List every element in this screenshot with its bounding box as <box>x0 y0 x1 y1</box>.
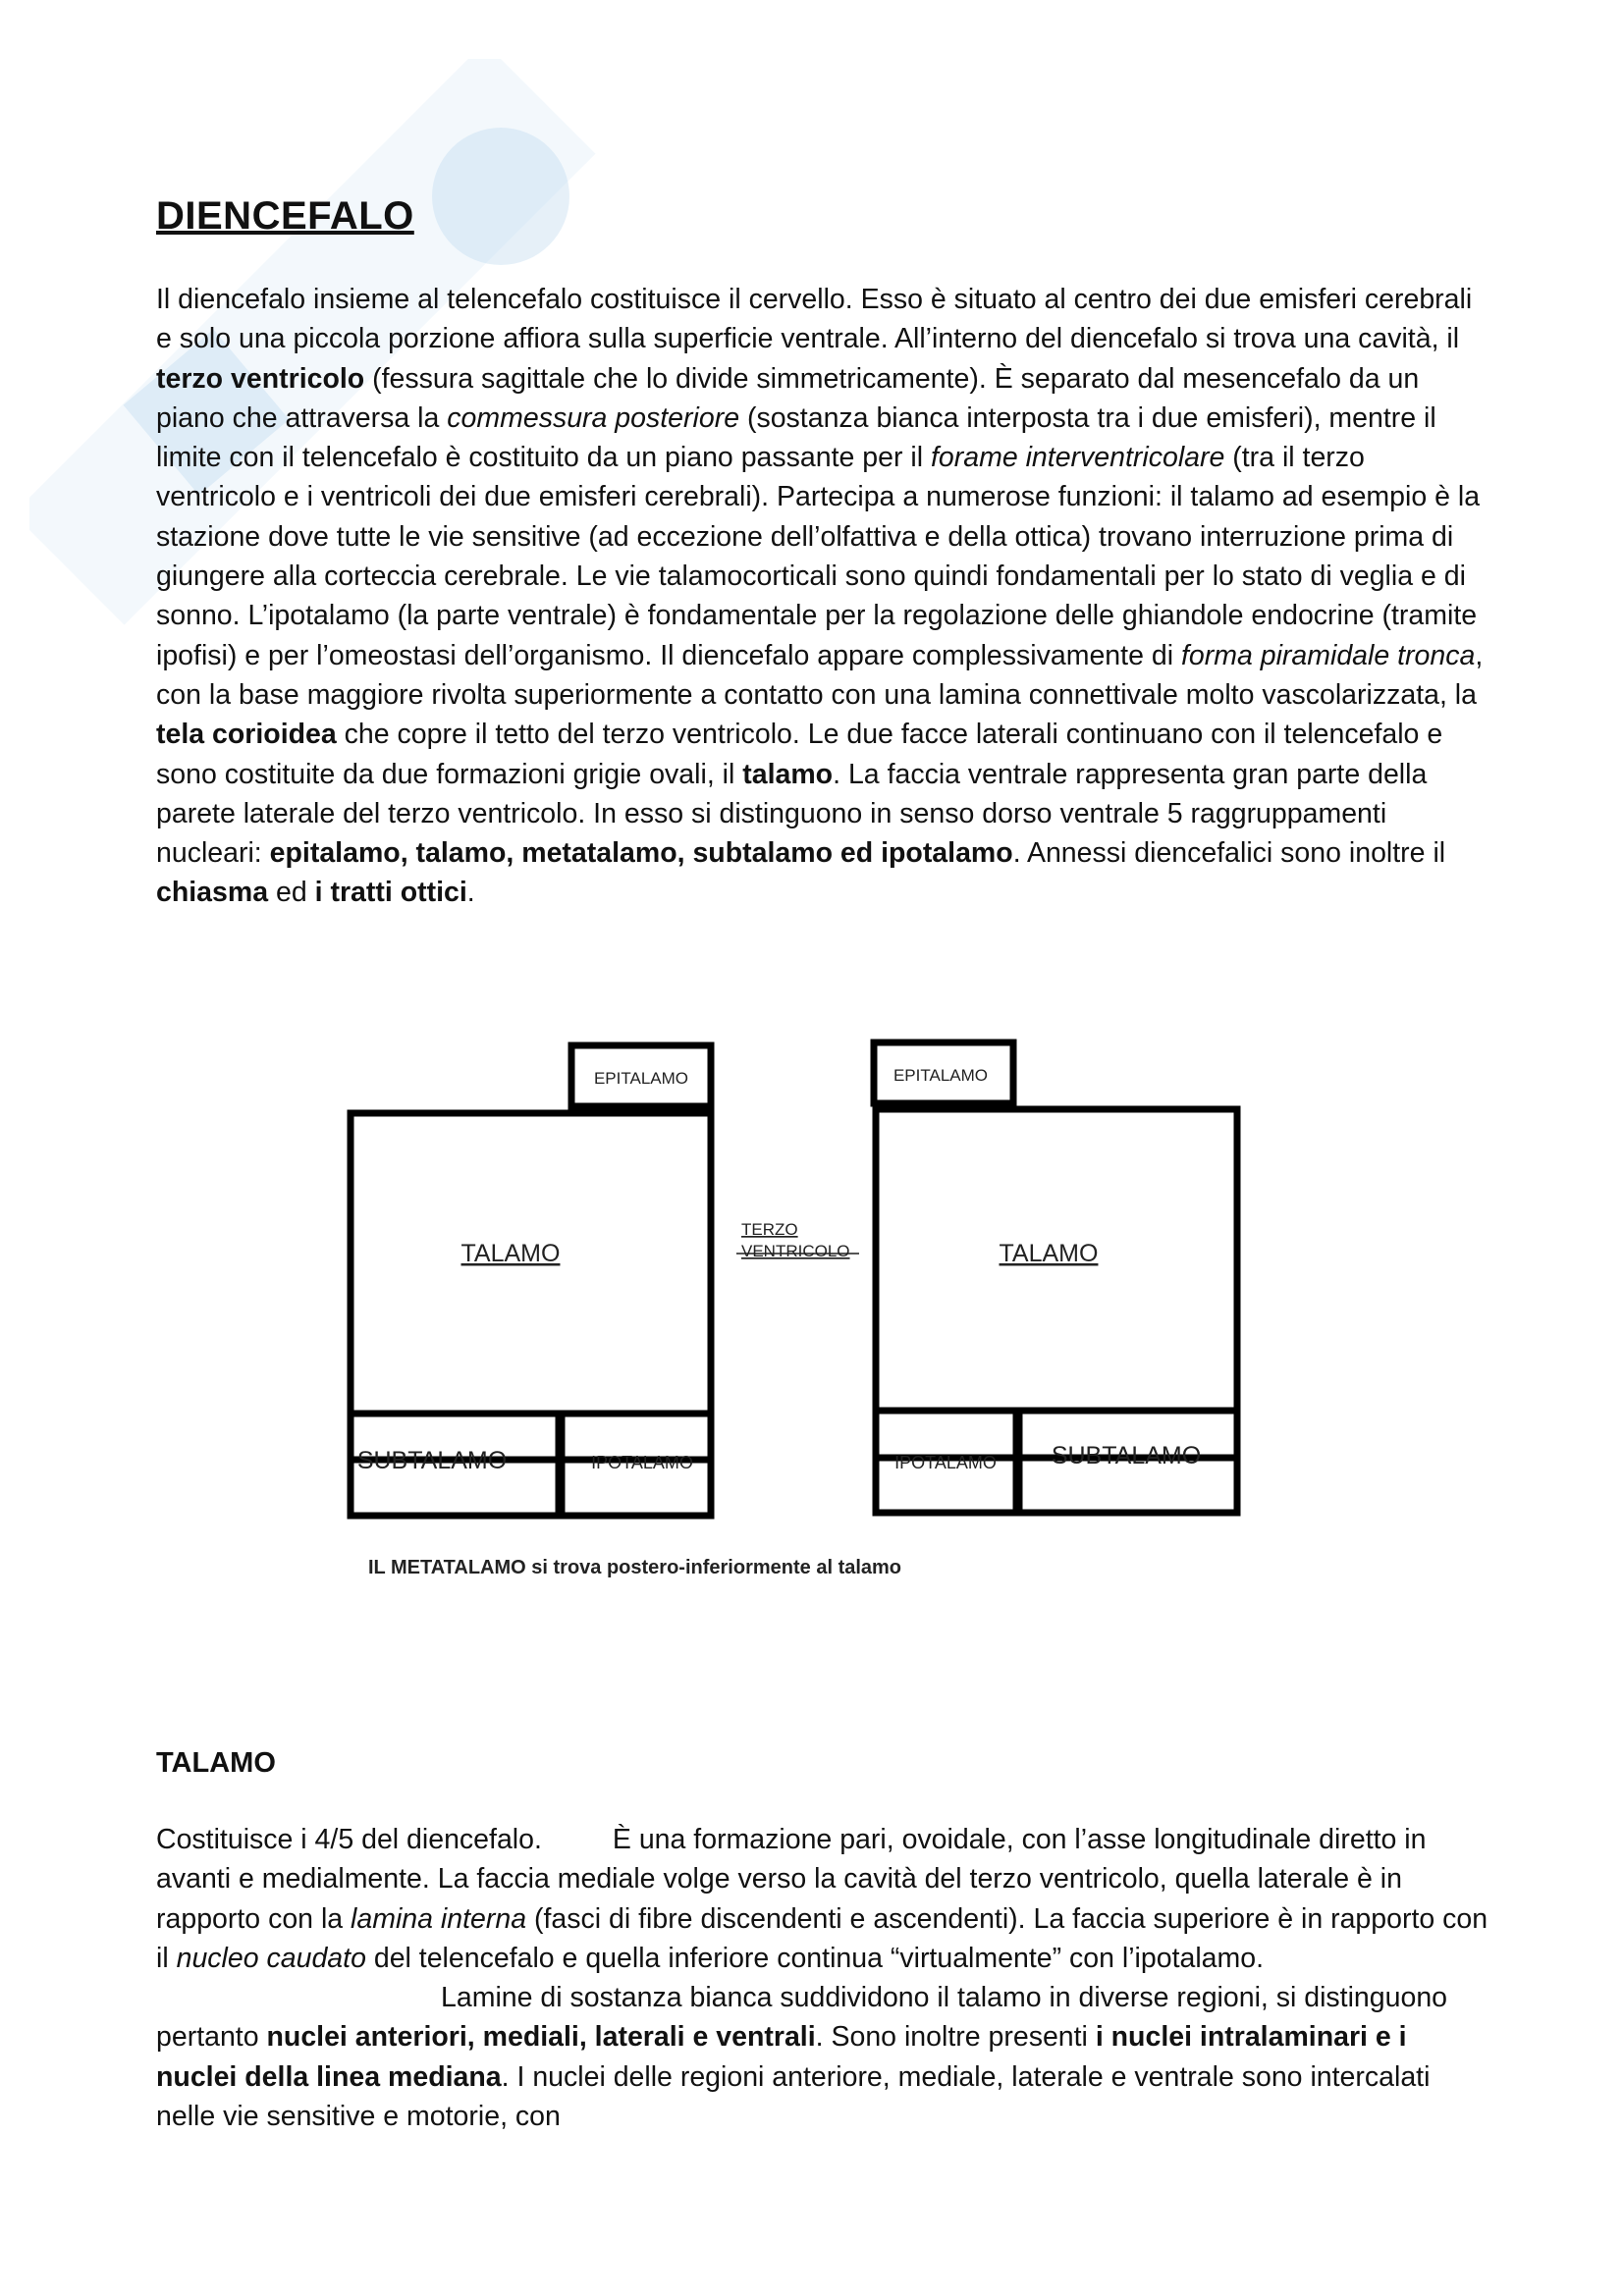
left-ipotalamo-label: IPOTALAMO <box>591 1453 693 1472</box>
page-title: DIENCEFALO <box>156 194 414 238</box>
right-ipotalamo-label: IPOTALAMO <box>894 1453 997 1472</box>
left-subtalamo-label: SUBTALAMO <box>356 1447 508 1474</box>
section-title-talamo: TALAMO <box>156 1747 276 1779</box>
left-talamo-box <box>351 1113 711 1460</box>
diencephalon-diagram <box>334 1031 1296 1590</box>
talamo-paragraph: Costituisce i 4/5 del diencefalo. È una formazione pari, ovoidale, con l’asse longitudinale diretto in avanti e medialmente. La faccia mediale volge verso la cavità del terzo ventricolo, quella laterale è in rapporto con la lamina interna (fasci di fibre discendenti e ascendenti). La faccia superiore è in rapporto con il nucleo caudato del telencefalo e quella inferiore continua “virtualmente” con l’ipotalamo.Lamine di sostanza bianca suddividono il talamo in diverse regioni, si distinguono pertanto nuclei anteriori, mediali, laterali e ventrali. Sono inoltre presenti i nuclei intralaminari e i nuclei della linea mediana. I nuclei delle regioni anteriore, mediale, laterale e ventrale sono intercalati nelle vie sensitive e motorie, con <box>156 1824 1488 2133</box>
left-epitalamo-label: EPITALAMO <box>593 1069 689 1088</box>
center-terzo-label: TERZO <box>741 1220 798 1239</box>
right-subtalamo-label: SUBTALAMO <box>1051 1442 1202 1469</box>
left-talamo-label: TALAMO <box>460 1240 561 1267</box>
right-talamo-label: TALAMO <box>999 1240 1099 1267</box>
diagram-caption: IL METATALAMO si trova postero-inferiormente al talamo <box>368 1557 902 1578</box>
right-talamo-box <box>876 1109 1237 1458</box>
intro-paragraph: Il diencefalo insieme al telencefalo costituisce il cervello. Esso è situato al centro dei due emisferi cerebrali e solo una piccola porzione affiora sulla superficie ventrale. All’interno del diencefalo si trova una cavità, il terzo ventricolo (fessura sagittale che lo divide simmetricamente). È separato dal mesencefalo da un piano che attraversa la commessura posteriore (sostanza bianca interposta tra i due emisferi), mentre il limite con il telencefalo è costituito da un piano passante per il forame interventricolare (tra il terzo ventricolo e i ventricoli dei due emisferi cerebrali). Partecipa a numerose funzioni: il talamo ad esempio è la stazione dove tutte le vie sensitive (ad eccezione dell’olfattiva e della ottica) trovano interruzione prima di giungere alla corteccia cerebrale. Le vie talamocorticali sono quindi fondamentali per lo stato di veglia e di sonno. L’ipotalamo (la parte ventrale) è fondamentale per la regolazione delle ghiandole endocrine (tramite ipofisi) e per l’omeostasi dell’organismo. Il diencefalo appare complessivamente di forma piramidale tronca, con la base maggiore rivolta superiormente a contatto con una lamina connettivale molto vascolarizzata, la tela corioidea che copre il tetto del terzo ventricolo. Le due facce laterali continuano con il telencefalo e sono costituite da due formazioni grigie ovali, il talamo. La faccia ventrale rappresenta gran parte della parete laterale del terzo ventricolo. In esso si distinguono in senso dorso ventrale 5 raggruppamenti nucleari: epitalamo, talamo, metatalamo, subtalamo ed ipotalamo. Annessi diencefalici sono inoltre il chiasma ed i tratti ottici. <box>156 284 1484 909</box>
right-epitalamo-label: EPITALAMO <box>893 1066 989 1085</box>
center-ventricolo-label: VENTRICOLO <box>741 1242 850 1260</box>
